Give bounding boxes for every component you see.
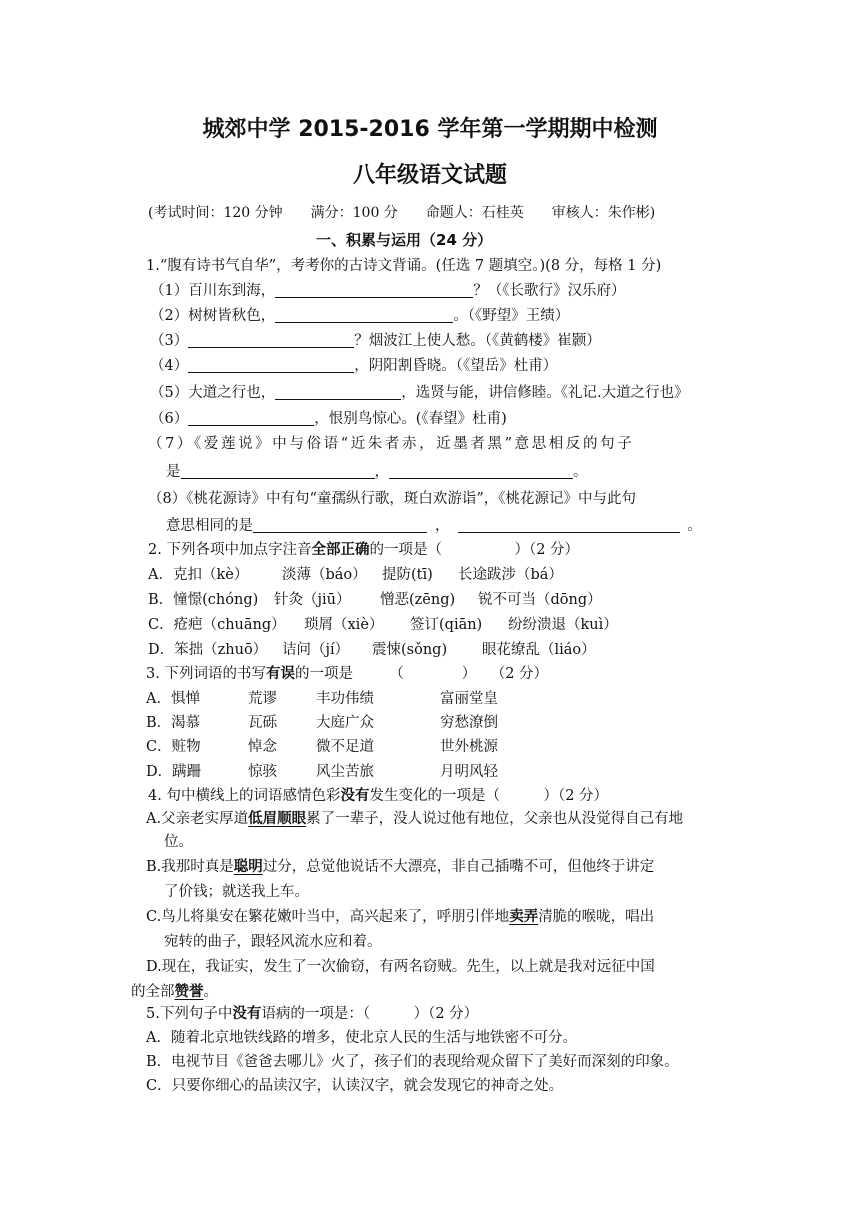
item-text: （3） — [150, 333, 189, 349]
option-word: 长途跋涉（bá） — [458, 567, 563, 583]
exam-info: (考试时间：120 分钟 满分：100 分 命题人：石桂英 审核人：朱作彬) — [148, 205, 656, 221]
option-text: A.父亲老实厚道 — [146, 811, 249, 827]
option-word: 世外桃源 — [440, 739, 498, 755]
option-text: B.我那时真是 — [146, 859, 234, 875]
q5-option-c[interactable]: C．只要你细心的品读汉字，认读汉字，就会发现它的神奇之处。 — [146, 1078, 564, 1094]
option-word: 诘问（jí） — [282, 642, 350, 658]
stem-emphasis: 没有 — [340, 787, 370, 804]
answer-blank[interactable] — [275, 384, 401, 400]
q1-item-7-line1: （7）《爱莲说》中与俗语“近朱者赤，近墨者黑”意思相反的句子 — [148, 436, 635, 452]
option-text: 累了一辈子，没人说过他有地位，父亲也从没觉得自己有地 — [306, 811, 684, 827]
option-word: 提防(tī) — [382, 567, 433, 583]
stem-emphasis: 没有 — [232, 1005, 262, 1022]
option-word: D．蹒跚 — [146, 764, 202, 780]
q5-option-b[interactable]: B．电视节目《爸爸去哪儿》火了，孩子们的表现给观众留下了美好而深刻的印象。 — [146, 1054, 679, 1070]
q4-option-b[interactable] — [146, 857, 654, 877]
q4-option-c[interactable] — [146, 907, 654, 927]
option-word: 纷纷溃退（kuì） — [508, 617, 618, 633]
item-text: ， — [435, 518, 450, 534]
stem-text: 语病的一项是：（ ）（2 分） — [261, 1006, 479, 1022]
stem-text: 5.下列句子中 — [146, 1006, 233, 1022]
item-text: 是 — [166, 464, 181, 480]
q4-option-d-cont — [131, 982, 218, 1002]
option-keyword: 低眉顺眼 — [248, 810, 307, 827]
option-word: C．疮疤（chuāng） — [148, 617, 286, 633]
option-word: 悼念 — [248, 739, 277, 755]
option-word: D．笨拙（zhuō） — [148, 642, 268, 658]
answer-blank[interactable] — [188, 410, 314, 426]
answer-blank[interactable] — [458, 517, 680, 533]
option-word: 大庭广众 — [316, 715, 374, 731]
item-text: ， — [374, 464, 389, 480]
option-text: 清脆的喉咙，唱出 — [538, 909, 655, 925]
item-text: 。 — [687, 518, 702, 534]
item-text: （6） — [150, 411, 189, 427]
option-word: A．克扣（kè） — [148, 567, 249, 583]
item-text: （2）树树皆秋色， — [150, 308, 276, 324]
q1-item-1 — [150, 281, 625, 301]
item-text: ，阴阳割昏晓。（《望岳》杜甫） — [354, 358, 558, 374]
item-text: （1）百川东到海， — [150, 283, 276, 299]
option-word: 淡薄（báo） — [282, 567, 367, 583]
option-keyword: 聪明 — [233, 858, 263, 875]
item-text: 。 — [573, 464, 588, 480]
option-word: 针灸（jiū） — [274, 592, 351, 608]
question-5-stem — [146, 1004, 478, 1024]
q1-item-8-line1: （8）《桃花源诗》中有句“童孺纵行歌，斑白欢游诣”，《桃花源记》中与此句 — [148, 491, 637, 507]
item-text: ？（《长歌行》汉乐府） — [473, 283, 626, 299]
option-word: 憎恶(zēng) — [380, 592, 456, 608]
q4-option-a[interactable] — [146, 809, 683, 829]
option-text: 过分，总觉他说话不大漂亮，非自己插嘴不可，但他终于讲定 — [262, 859, 655, 875]
option-word: 风尘苦旅 — [316, 764, 374, 780]
option-word: 荒谬 — [248, 691, 277, 707]
stem-text: 4. 句中横线上的词语感情色彩 — [148, 788, 341, 804]
stem-text: 3. 下列词语的书写 — [146, 666, 266, 682]
option-word: 富丽堂皇 — [440, 691, 498, 707]
item-text: 。（《野望》王绩） — [453, 308, 570, 324]
option-word: 微不足道 — [316, 739, 374, 755]
stem-emphasis: 有误 — [265, 665, 295, 682]
option-keyword: 赞誉 — [174, 983, 204, 1000]
question-3-stem — [146, 664, 548, 684]
item-text: 意思相同的是 — [166, 518, 253, 534]
q1-item-7-line2 — [166, 462, 588, 482]
item-text: （4） — [150, 358, 189, 374]
item-text: ？烟波江上使人愁。（《黄鹤楼》崔颢） — [354, 333, 601, 349]
option-word: 签订(qiān) — [410, 617, 483, 633]
stem-emphasis: 全部正确 — [311, 541, 370, 558]
option-text: C.鸟儿将巢安在繁花嫩叶当中，高兴起来了，呼朋引伴地 — [146, 909, 510, 925]
q1-item-2 — [150, 306, 569, 326]
exam-title: 城郊中学 2015-2016 学年第一学期期中检测 — [202, 117, 658, 142]
q5-option-a[interactable]: A．随着北京地铁线路的增多，使北京人民的生活与地铁密不可分。 — [146, 1030, 577, 1046]
answer-blank[interactable] — [188, 357, 354, 373]
stem-text: 2. 下列各项中加点字注音 — [148, 542, 312, 558]
answer-blank[interactable] — [275, 282, 473, 298]
q4-option-b-cont: 了价钱；就送我上车。 — [164, 884, 309, 900]
answer-blank[interactable] — [188, 332, 354, 348]
option-keyword: 卖弄 — [509, 908, 539, 925]
stem-text: 的一项是 （ ） （2 分） — [294, 666, 549, 682]
option-word: 锐不可当（dōng） — [478, 592, 602, 608]
question-2-stem — [148, 540, 579, 560]
question-4-stem — [148, 786, 608, 806]
answer-blank[interactable] — [181, 463, 375, 479]
option-word: 瓦砾 — [248, 715, 277, 731]
q1-item-6 — [150, 409, 507, 429]
option-word: 穷愁潦倒 — [440, 715, 498, 731]
option-word: 震悚(sǒng) — [372, 642, 448, 658]
answer-blank[interactable] — [389, 463, 573, 479]
answer-blank[interactable] — [253, 517, 427, 533]
option-text: 。 — [203, 984, 218, 1000]
stem-text: 的一项是（ ）（2 分） — [369, 542, 580, 558]
exam-subtitle: 八年级语文试题 — [352, 163, 507, 188]
option-word: 惊骇 — [248, 764, 277, 780]
option-word: 眼花缭乱（liáo） — [482, 642, 596, 658]
option-word: 月明风轻 — [440, 764, 498, 780]
option-word: B．渴慕 — [146, 715, 201, 731]
item-text: ，恨别鸟惊心。(《春望》杜甫) — [314, 411, 507, 427]
option-text: 的全部 — [131, 984, 175, 1000]
answer-blank[interactable] — [275, 307, 453, 323]
q4-option-d[interactable]: D.现在，我证实，发生了一次偷窃，有两名窃贼。先生，以上就是我对远征中国 — [146, 959, 655, 975]
option-word: B．憧憬(chóng) — [148, 592, 259, 608]
stem-text: 发生变化的一项是（ ）（2 分） — [369, 788, 609, 804]
q4-option-a-cont: 位。 — [164, 834, 193, 850]
option-word: 丰功伟绩 — [316, 691, 374, 707]
q1-item-5 — [150, 383, 689, 403]
q1-item-3 — [150, 331, 601, 351]
option-word: A．惧惮 — [146, 691, 200, 707]
item-text: ，选贤与能，讲信修睦。《礼记.大道之行也》 — [401, 385, 689, 401]
question-1-stem: 1.“腹有诗书气自华”，考考你的古诗文背诵。(任选 7 题填空。)(8 分，每格 1 分) — [146, 258, 662, 274]
q1-item-4 — [150, 356, 557, 376]
q1-item-8-line2 — [166, 516, 702, 536]
q4-option-c-cont: 宛转的曲子，跟轻风流水应和着。 — [164, 934, 382, 950]
item-text: （5）大道之行也， — [150, 385, 276, 401]
option-word: C．赃物 — [146, 739, 201, 755]
section-heading: 一、积累与运用（24 分） — [316, 231, 493, 249]
option-word: 琐屑（xiè） — [304, 617, 384, 633]
